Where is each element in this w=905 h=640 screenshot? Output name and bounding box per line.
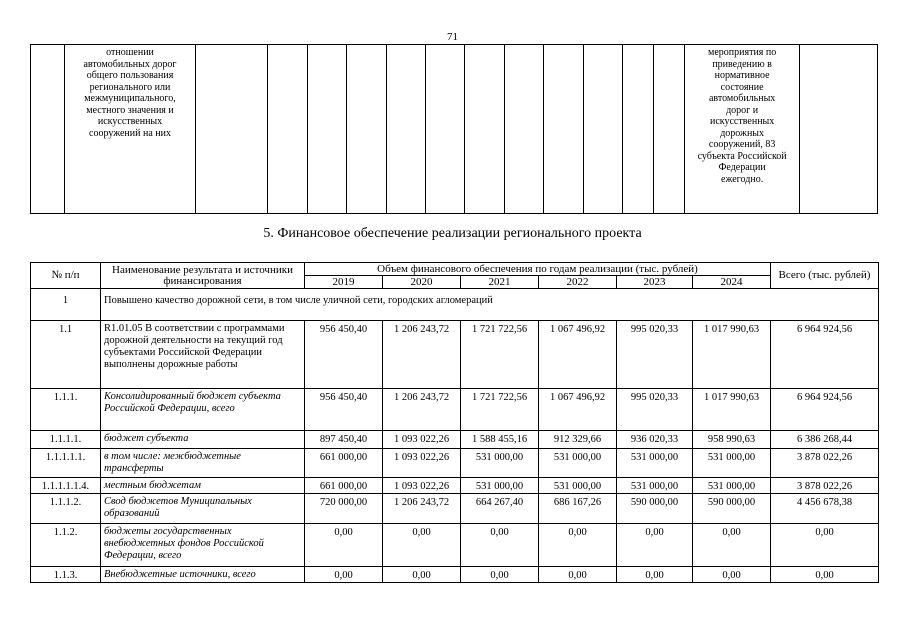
header-total: Всего (тыс. рублей) bbox=[771, 263, 879, 289]
row-name: бюджет субъекта bbox=[101, 431, 305, 449]
table-row bbox=[31, 524, 879, 567]
table-row bbox=[31, 494, 879, 524]
row-total: 6 386 268,44 bbox=[771, 431, 879, 449]
row-total: 0,00 bbox=[771, 567, 879, 583]
table-row bbox=[31, 478, 879, 494]
row-name: в том числе: межбюджетные трансферты bbox=[101, 449, 305, 478]
row-total: 3 878 022,26 bbox=[771, 478, 879, 494]
row-value-2019: 720 000,00 bbox=[305, 494, 383, 524]
row-value-2022: 1 067 496,92 bbox=[539, 321, 617, 389]
row-value-2021: 1 721 722,56 bbox=[461, 389, 539, 431]
group-row-num: 1 bbox=[31, 289, 101, 321]
row-value-2021: 1 721 722,56 bbox=[461, 321, 539, 389]
row-value-2022: 1 067 496,92 bbox=[539, 389, 617, 431]
header-name: Наименование результата и источники финансирования bbox=[101, 263, 305, 289]
row-total: 6 964 924,56 bbox=[771, 389, 879, 431]
row-total: 6 964 924,56 bbox=[771, 321, 879, 389]
section-title: 5. Финансовое обеспечение реализации регионального проекта bbox=[263, 226, 642, 241]
row-value-2019: 0,00 bbox=[305, 524, 383, 567]
row-value-2019: 956 450,40 bbox=[305, 321, 383, 389]
header-year-2021: 2021 bbox=[461, 276, 539, 289]
row-num: 1.1.1.1.1.4. bbox=[31, 478, 101, 494]
row-value-2023: 995 020,33 bbox=[617, 389, 693, 431]
row-num: 1.1 bbox=[31, 321, 101, 389]
header-year-2022: 2022 bbox=[539, 276, 617, 289]
financing-table bbox=[30, 262, 879, 583]
row-num: 1.1.2. bbox=[31, 524, 101, 567]
row-value-2021: 0,00 bbox=[461, 524, 539, 567]
row-value-2021: 0,00 bbox=[461, 567, 539, 583]
continuation-right-text: мероприятия по приведению в нормативное состояние автомобильных дорог и искусственных дорожных сооружений, 83 субъекта Российской Федерации ежегодно. bbox=[697, 47, 787, 185]
row-value-2024: 531 000,00 bbox=[693, 478, 771, 494]
row-value-2022: 912 329,66 bbox=[539, 431, 617, 449]
table-row bbox=[31, 321, 879, 389]
row-value-2023: 531 000,00 bbox=[617, 478, 693, 494]
row-name: Свод бюджетов Муниципальных образований bbox=[101, 494, 305, 524]
row-value-2024: 0,00 bbox=[693, 524, 771, 567]
group-row-text: Повышено качество дорожной сети, в том числе уличной сети, городских агломераций bbox=[101, 289, 879, 321]
row-value-2019: 0,00 bbox=[305, 567, 383, 583]
header-volume: Объем финансового обеспечения по годам реализации (тыс. рублей) bbox=[305, 263, 771, 276]
row-name: R1.01.05 В соответствии с программами дорожной деятельности на текущий год субъектами Российской Федерации выполнены дорожные работы bbox=[101, 321, 305, 389]
row-num: 1.1.1.2. bbox=[31, 494, 101, 524]
header-year-2024: 2024 bbox=[693, 276, 771, 289]
row-value-2021: 531 000,00 bbox=[461, 449, 539, 478]
row-value-2021: 664 267,40 bbox=[461, 494, 539, 524]
row-value-2024: 958 990,63 bbox=[693, 431, 771, 449]
row-num: 1.1.3. bbox=[31, 567, 101, 583]
row-value-2021: 1 588 455,16 bbox=[461, 431, 539, 449]
row-value-2023: 531 000,00 bbox=[617, 449, 693, 478]
row-value-2023: 0,00 bbox=[617, 567, 693, 583]
row-value-2020: 1 206 243,72 bbox=[383, 321, 461, 389]
row-value-2023: 590 000,00 bbox=[617, 494, 693, 524]
table-row bbox=[31, 389, 879, 431]
row-num: 1.1.1.1. bbox=[31, 431, 101, 449]
row-value-2022: 0,00 bbox=[539, 567, 617, 583]
row-value-2022: 0,00 bbox=[539, 524, 617, 567]
continuation-table bbox=[30, 44, 878, 214]
row-value-2019: 661 000,00 bbox=[305, 449, 383, 478]
header-num: № п/п bbox=[31, 263, 101, 289]
header-year-2019: 2019 bbox=[305, 276, 383, 289]
row-total: 4 456 678,38 bbox=[771, 494, 879, 524]
row-num: 1.1.1.1.1. bbox=[31, 449, 101, 478]
page-number: 71 bbox=[447, 31, 458, 43]
row-value-2022: 531 000,00 bbox=[539, 478, 617, 494]
row-name: Внебюджетные источники, всего bbox=[101, 567, 305, 583]
header-year-2023: 2023 bbox=[617, 276, 693, 289]
row-value-2020: 1 206 243,72 bbox=[383, 494, 461, 524]
row-value-2023: 995 020,33 bbox=[617, 321, 693, 389]
row-value-2023: 0,00 bbox=[617, 524, 693, 567]
group-row bbox=[31, 289, 879, 321]
row-value-2023: 936 020,33 bbox=[617, 431, 693, 449]
row-value-2021: 531 000,00 bbox=[461, 478, 539, 494]
row-value-2019: 661 000,00 bbox=[305, 478, 383, 494]
row-num: 1.1.1. bbox=[31, 389, 101, 431]
header-year-2020: 2020 bbox=[383, 276, 461, 289]
row-value-2022: 686 167,26 bbox=[539, 494, 617, 524]
row-name: Консолидированный бюджет субъекта Российской Федерации, всего bbox=[101, 389, 305, 431]
row-total: 3 878 022,26 bbox=[771, 449, 879, 478]
continuation-left-text: отношении автомобильных дорог общего пользования регионального или межмуниципального, местного значения и искусственных сооружений на них bbox=[83, 47, 177, 139]
row-value-2024: 531 000,00 bbox=[693, 449, 771, 478]
row-value-2020: 1 093 022,26 bbox=[383, 478, 461, 494]
row-value-2020: 0,00 bbox=[383, 524, 461, 567]
row-value-2024: 0,00 bbox=[693, 567, 771, 583]
table-row bbox=[31, 567, 879, 583]
row-value-2020: 1 206 243,72 bbox=[383, 389, 461, 431]
table-row bbox=[31, 431, 879, 449]
row-value-2022: 531 000,00 bbox=[539, 449, 617, 478]
row-value-2019: 956 450,40 bbox=[305, 389, 383, 431]
row-name: бюджеты государственных внебюджетных фондов Российской Федерации, всего bbox=[101, 524, 305, 567]
row-value-2020: 1 093 022,26 bbox=[383, 431, 461, 449]
row-value-2020: 0,00 bbox=[383, 567, 461, 583]
continuation-row bbox=[31, 45, 878, 214]
row-name: местным бюджетам bbox=[101, 478, 305, 494]
table-row bbox=[31, 449, 879, 478]
row-total: 0,00 bbox=[771, 524, 879, 567]
row-value-2019: 897 450,40 bbox=[305, 431, 383, 449]
row-value-2024: 1 017 990,63 bbox=[693, 389, 771, 431]
row-value-2024: 590 000,00 bbox=[693, 494, 771, 524]
row-value-2020: 1 093 022,26 bbox=[383, 449, 461, 478]
row-value-2024: 1 017 990,63 bbox=[693, 321, 771, 389]
